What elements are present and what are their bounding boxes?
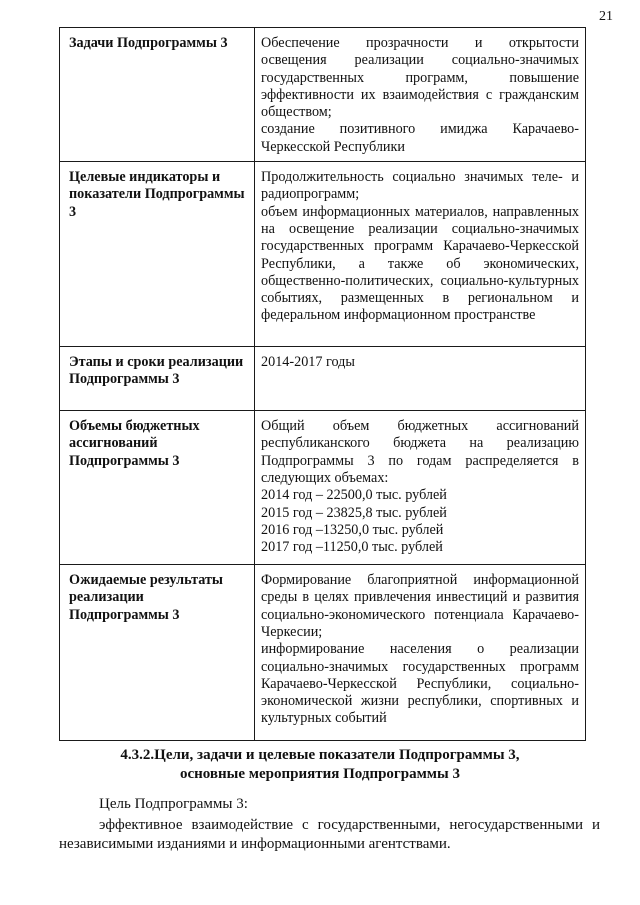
row-label-stages: Этапы и сроки реализации Подпрограммы 3 bbox=[60, 347, 255, 411]
subprogram-passport-table bbox=[59, 27, 586, 741]
cell-paragraph: Формирование благоприятной информационной среды в целях привлечения инвестиций и развития социально-экономического потенциала Карачаево-Черкесии; bbox=[261, 572, 579, 640]
cell-paragraph: 2014 год – 22500,0 тыс. рублей bbox=[261, 487, 447, 504]
row-value-stages: 2014-2017 годы bbox=[255, 347, 586, 411]
section-heading-line-2: основные мероприятия Подпрограммы 3 bbox=[180, 766, 460, 782]
row-label-tasks: Задачи Подпрограммы 3 bbox=[60, 28, 255, 162]
cell-paragraph: Продолжительность социально значимых теле- и радиопрограмм; bbox=[261, 169, 579, 203]
cell-paragraph: 2015 год – 23825,8 тыс. рублей bbox=[261, 504, 447, 521]
table-row bbox=[60, 411, 586, 565]
row-value-budget bbox=[255, 411, 586, 565]
row-value-indicators bbox=[255, 162, 586, 347]
row-value-tasks bbox=[255, 28, 586, 162]
cell-paragraph: 2017 год –11250,0 тыс. рублей bbox=[261, 539, 443, 556]
goal-text: эффективное взаимодействие с государственными, негосударственными и независимыми изданиями и информационными агентствами. bbox=[59, 817, 600, 852]
row-label-budget: Объемы бюджетных ассигнований Подпрограммы 3 bbox=[60, 411, 255, 565]
page-number: 21 bbox=[599, 9, 613, 24]
cell-paragraph: объем информационных материалов, направленных на освещение реализации социально-значимых государственных программ Карачаево-Черкесской Республики, а также об экономических, общественно-политических, социально-культурных событиях, размещенных в региональном и федеральном информационном пространстве bbox=[261, 203, 579, 324]
table-row bbox=[60, 28, 586, 162]
cell-paragraph: информирование населения о реализации социально-значимых государственных программ Карачаево-Черкесской Республики, социально-экономической жизни республики, спортивных и культурных событий bbox=[261, 641, 579, 727]
table-row bbox=[60, 347, 586, 411]
cell-paragraph: 2016 год –13250,0 тыс. рублей bbox=[261, 521, 444, 538]
goal-label: Цель Подпрограммы 3: bbox=[99, 796, 248, 812]
section-heading bbox=[0, 746, 640, 784]
row-label-indicators: Целевые индикаторы и показатели Подпрограммы 3 bbox=[60, 162, 255, 347]
table-row bbox=[60, 162, 586, 347]
table-row bbox=[60, 565, 586, 741]
cell-paragraph: создание позитивного имиджа Карачаево-Черкесской Республики bbox=[261, 121, 579, 155]
cell-paragraph: Общий объем бюджетных ассигнований республиканского бюджета на реализацию Подпрограммы 3 по годам распределяется в следующих объемах: bbox=[261, 418, 579, 486]
section-heading-line-1: 4.3.2.Цели, задачи и целевые показатели Подпрограммы 3, bbox=[120, 747, 520, 763]
cell-paragraph: Обеспечение прозрачности и открытости освещения реализации социально-значимых государственных программ, повышение эффективности их взаимодействия с гражданским обществом; bbox=[261, 35, 579, 121]
row-value-results bbox=[255, 565, 586, 741]
row-label-results: Ожидаемые результаты реализации Подпрограммы 3 bbox=[60, 565, 255, 741]
